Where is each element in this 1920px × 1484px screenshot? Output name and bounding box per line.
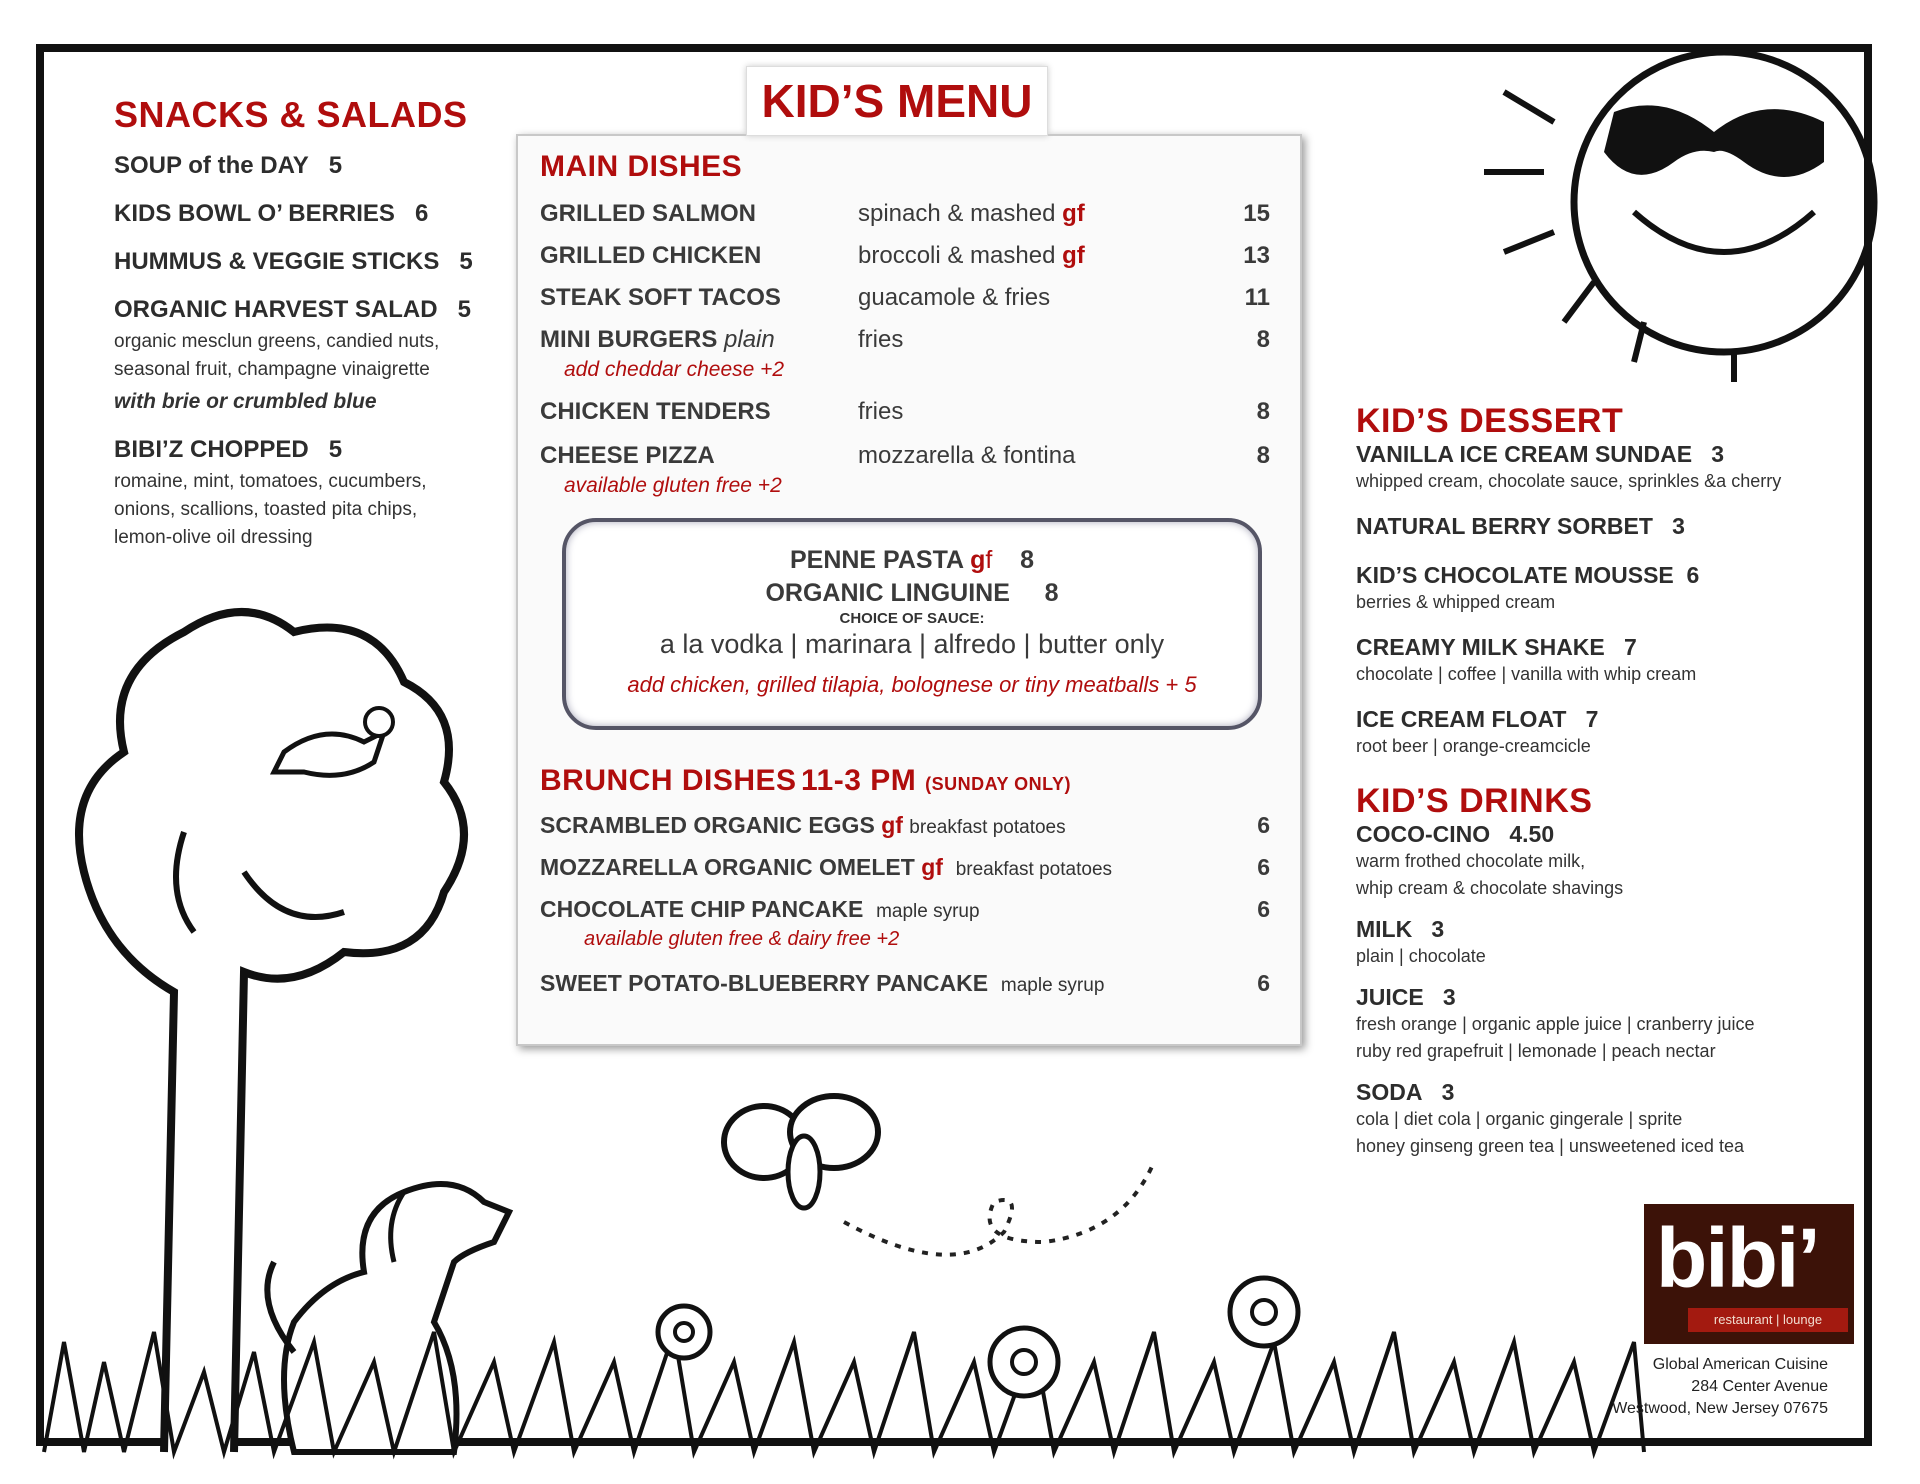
sauce-options: a la vodka | marinara | alfredo | butter only [659, 629, 1165, 659]
dessert-drinks-column: KID’S DESSERT VANILLA ICE CREAM SUNDAE 3 whipped cream, chocolate sauce, sprinkles &a cherry NATURAL BERRY SORBET 3 KID’S CHOCOLATE MOUSSE 6 berries & whipped cream CREAMY MILK SHAKE 7 chocolate | coffee | vanilla with whip cream ICE CREAM FLOAT 7 root beer | orange-creamcicle KID’S DRINKS COCO-CINO 4.50 warm frothed chocolate milk, whip cream & chocolate shavings MILK 3 plain | chocolate JUICE 3 fresh orange | organic apple juice | cranberry juice ruby red grapefruit | lemonade | peach nectar SODA 3 cola | diet cola | organic gingerale | sprite honey ginseng green tea | unsweetened iced tea [1356, 402, 1876, 1143]
menu-item: ICE CREAM FLOAT 7 [1356, 706, 1599, 732]
brunch-heading: BRUNCH DISHES 11-3 PM (SUNDAY ONLY) [540, 764, 1071, 797]
page-title: KID’S MENU [761, 75, 1033, 127]
menu-item: ORGANIC HARVEST SALAD 5 [114, 296, 471, 323]
snacks-salads-section [114, 94, 514, 552]
menu-item: SODA 3 [1356, 1079, 1455, 1105]
sauce-label: CHOICE OF SAUCE: [839, 610, 985, 627]
item-description: organic mesclun greens, candied nuts, seasonal fruit, champagne vinaigrette [114, 331, 440, 380]
menu-item: HUMMUS & VEGGIE STICKS 5 [114, 248, 473, 275]
restaurant-logo: bibi’ restaurant | lounge [1644, 1204, 1854, 1344]
menu-item: CREAMY MILK SHAKE 7 [1356, 634, 1637, 660]
dessert-heading: KID’S DESSERT [1356, 402, 1624, 440]
butterfly-illustration [704, 1092, 1184, 1292]
menu-item: COCO-CINO 4.50 [1356, 821, 1555, 847]
item-description: chocolate | coffee | vanilla with whip cream [1356, 664, 1697, 684]
main-dishes-heading: MAIN DISHES [540, 150, 743, 183]
restaurant-address: Global American Cuisine 284 Center Avenue Westwood, New Jersey 07675 [1612, 1356, 1828, 1417]
pasta-addons: add chicken, grilled tilapia, bolognese or tiny meatballs + 5 [627, 672, 1197, 697]
dish-note: add cheddar cheese +2 [564, 358, 785, 381]
menu-item: SOUP of the DAY 5 [114, 152, 343, 179]
pasta-box: PENNE PASTA gf 8 ORGANIC LINGUINE 8 CHOICE OF SAUCE: a la vodka | marinara | alfredo | butter only add chicken, grilled tilapia, bolognese or tiny meatballs + 5 [562, 518, 1262, 730]
main-panel [516, 134, 1302, 1046]
dish-row: GRILLED SALMON spinach & mashed gf 15 [540, 200, 1270, 227]
drinks-heading: KID’S DRINKS [1356, 782, 1593, 820]
brunch-row: CHOCOLATE CHIP PANCAKE maple syrup 6 [540, 896, 1270, 922]
menu-title-tab [746, 66, 1048, 136]
menu-item: NATURAL BERRY SORBET 3 [1356, 513, 1685, 539]
dish-row: MINI BURGERS plain fries 8 [540, 326, 1270, 353]
item-description: romaine, mint, tomatoes, cucumbers, onions, scallions, toasted pita chips, lemon-olive oil dressing [114, 471, 427, 548]
grass-illustration [44, 1302, 1644, 1454]
menu-item: KID’S CHOCOLATE MOUSSE 6 [1356, 562, 1700, 588]
item-extra: with brie or crumbled blue [114, 390, 377, 413]
brunch-row: SWEET POTATO-BLUEBERRY PANCAKE maple syrup 6 [540, 970, 1270, 996]
dish-row: CHEESE PIZZA mozzarella & fontina 8 [540, 442, 1270, 469]
menu-item: MILK 3 [1356, 916, 1445, 942]
menu-frame [36, 44, 1872, 1446]
brunch-row: MOZZARELLA ORGANIC OMELET gf breakfast potatoes 6 [540, 854, 1270, 880]
brunch-row: SCRAMBLED ORGANIC EGGS gf breakfast potatoes 6 [540, 812, 1270, 838]
item-description: berries & whipped cream [1356, 592, 1556, 612]
menu-item: VANILLA ICE CREAM SUNDAE 3 [1356, 441, 1725, 467]
dish-row: CHICKEN TENDERS fries 8 [540, 398, 1270, 425]
dish-note: available gluten free +2 [564, 474, 782, 497]
item-description: whipped cream, chocolate sauce, sprinkles &a cherry [1356, 471, 1782, 491]
menu-item: KIDS BOWL O’ BERRIES 6 [114, 200, 429, 227]
dish-row: STEAK SOFT TACOS guacamole & fries 11 [540, 284, 1270, 311]
sun-illustration [1484, 52, 1884, 392]
item-description: root beer | orange-creamcicle [1356, 736, 1591, 756]
menu-item: JUICE 3 [1356, 984, 1456, 1010]
brunch-note: available gluten free & dairy free +2 [584, 928, 900, 950]
snacks-heading: SNACKS & SALADS [114, 94, 468, 135]
menu-item: BIBI’Z CHOPPED 5 [114, 436, 343, 463]
dish-row: GRILLED CHICKEN broccoli & mashed gf 13 [540, 242, 1270, 269]
